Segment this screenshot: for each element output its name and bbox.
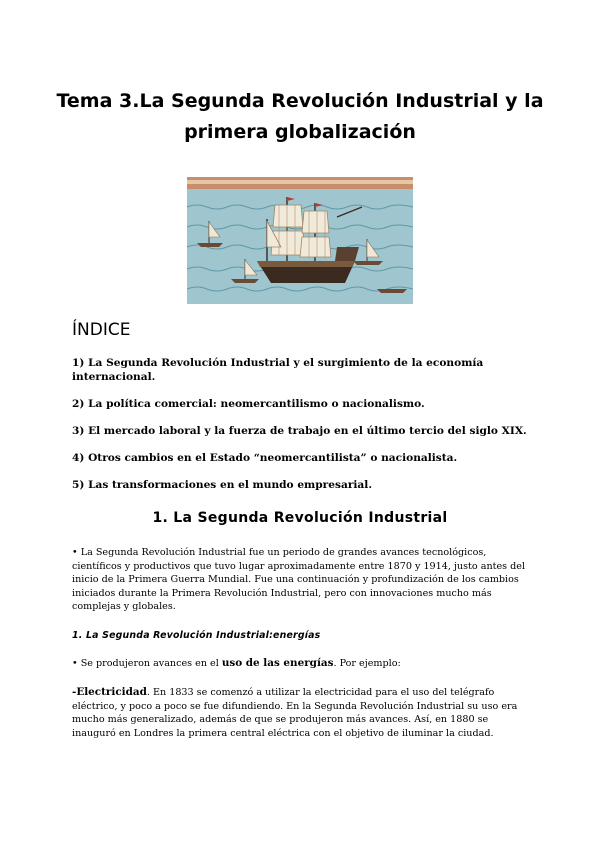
energy-intro-paragraph (72, 657, 532, 671)
ship-painting-icon (187, 177, 413, 304)
page-title: Tema 3.La Segunda Revolución Industrial y la primera globalización (56, 90, 544, 143)
ship-illustration (187, 177, 413, 304)
section-heading: 1. La Segunda Revolución Industrial (152, 510, 448, 526)
index-item: 3) El mercado laboral y la fuerza de trabajo en el último tercio del siglo XIX. (72, 425, 527, 437)
electricity-label: -Electricidad (72, 686, 147, 698)
index-item: 4) Otros cambios en el Estado “neomercantilista” o nacionalista. (72, 452, 458, 464)
index-list (72, 356, 532, 505)
index-item: 2) La política comercial: neomercantilismo o nacionalismo. (72, 398, 425, 410)
index-item: 5) Las transformaciones en el mundo empresarial. (72, 479, 373, 491)
energy-intro-suffix: . Por ejemplo: (333, 658, 401, 669)
energy-intro-prefix: • Se produjeron avances en el (72, 658, 222, 669)
energy-intro-bold: uso de las energías (221, 657, 334, 669)
index-heading: ÍNDICE (72, 320, 131, 340)
electricity-text: . En 1833 se comenzó a utilizar la electricidad para el uso del telégrafo eléctrico, y poco a poco se fue difundiendo. En la Segunda Revolución Industrial su uso era mucho más generalizado, además de que se produjeron más avances. Así, en 1880 se inauguró en Londres la primera central eléctrica con el objetivo de iluminar la ciudad. (72, 687, 518, 739)
index-item: 1) La Segunda Revolución Industrial y el surgimiento de la economía internacional. (72, 357, 484, 383)
section-intro-paragraph: • La Segunda Revolución Industrial fue un periodo de grandes avances tecnológicos, científicos y productivos que tuvo lugar aproximadamente entre 1870 y 1914, justo antes del inicio de la Primera Guerra Mundial. Fue una continuación y profundización de los cambios iniciados durante la Primera Revolución Industrial, pero con innovaciones mucho más complejas y globales. (72, 547, 526, 613)
subsection-heading: 1. La Segunda Revolución Industrial:energías (72, 630, 321, 641)
electricity-paragraph (72, 686, 532, 740)
